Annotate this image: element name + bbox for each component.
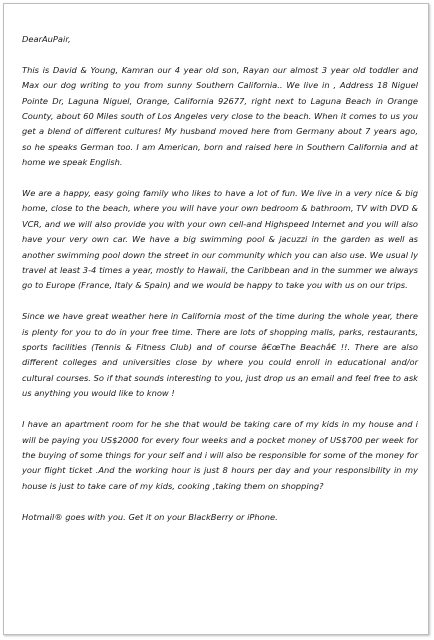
letter-body bbox=[22, 32, 418, 525]
letter-paragraph-free-time: Since we have great weather here in California most of the time during the whole year, there is plenty for you to do in your free time. There are lots of shopping malls, parks, restaurants, sports facilities (Tennis & Fitness Club) and of course â€œThe Beachâ€ !!. There are also different colleges and universities close by where you could enroll in educational and/or cultural courses. So if that sounds interesting to you, just drop us an email and feel free to ask us anything you would like to know ! bbox=[22, 311, 418, 399]
letter-paragraph-intro: This is David & Young, Kamran our 4 year old son, Rayan our almost 3 year old toddler and Max our dog writing to you from sunny Southern California.. We live in , Address 18 Niguel Pointe Dr, Laguna Niguel, Orange, California 92677, right next to Laguna Beach in Orange County, about 60 Miles south of Los Angeles very close to the beach. When it comes to us you get a blend of different cultures! My husband moved here from Germany about 7 years ago, so he speaks German too. I am American, born and raised here in Southern California and at home we speak English. bbox=[22, 64, 418, 168]
letter-paragraph-payment: I have an apartment room for he she that would be taking care of my kids in my house and i will be paying you US$2000 for every four weeks and a pocket money of US$700 per week for the buying of some things for your self and i will also be responsible for some of the money for your flight ticket .And the working hour is just 8 hours per day and your responsibility in my house is just to take care of my kids, cooking ,taking them on shopping? bbox=[22, 419, 418, 491]
letter-greeting: DearAuPair, bbox=[22, 34, 71, 44]
letter-footer: Hotmail® goes with you. Get it on your BlackBerry or iPhone. bbox=[22, 511, 278, 522]
letter-page bbox=[3, 3, 429, 635]
letter-paragraph-family: We are a happy, easy going family who likes to have a lot of fun. We live in a very nice & big home, close to the beach, where you will have your own bedroom & bathroom, TV with DVD & VCR, and we will also provide you with your own cell-and Highspeed Internet and you will also have your very own car. We have a big swimming pool & jacuzzi in the garden as well as another swimming pool down the street in our community which you can also use. We usual ly travel at least 3-4 times a year, mostly to Hawaii, the Caribbean and in the summer we always go to Europe (France, Italy & Spain) and we would be happy to take you with us on our trips. bbox=[22, 188, 418, 291]
